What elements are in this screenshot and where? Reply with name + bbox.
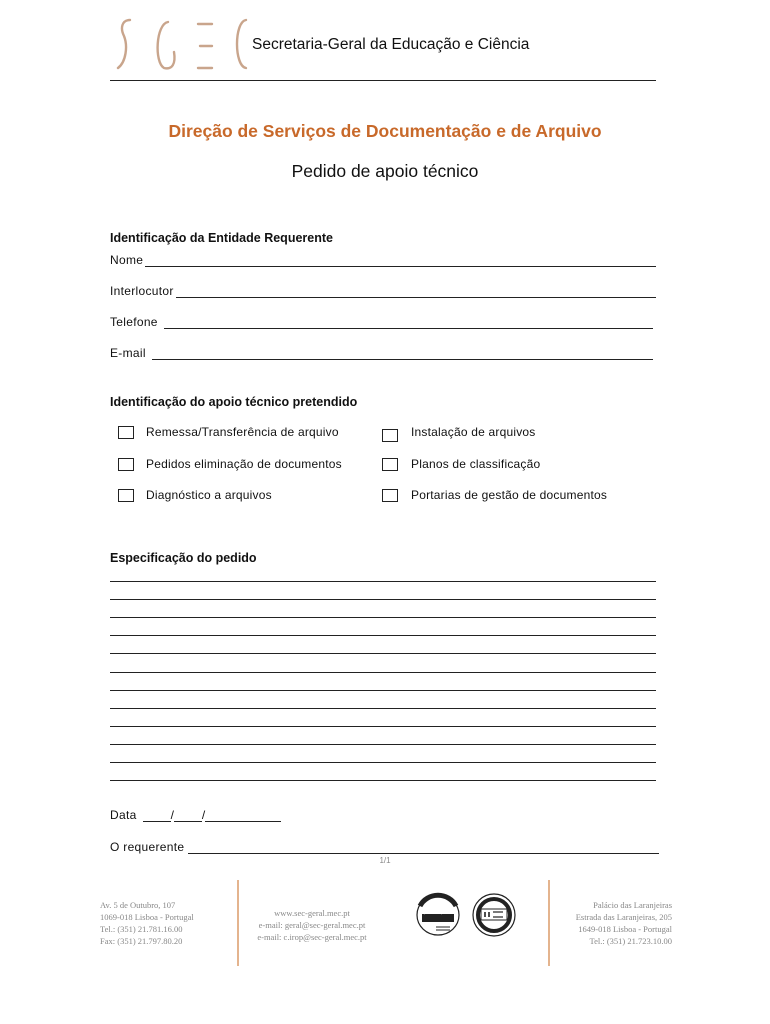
checkbox[interactable] — [382, 429, 398, 442]
requester-field[interactable] — [110, 838, 659, 854]
support-section-title: Identificação do apoio técnico pretendido — [110, 395, 358, 409]
footer-line: 1069-018 Lisboa - Portugal — [100, 912, 194, 922]
spec-line[interactable] — [110, 690, 656, 691]
footer-line: 1649-018 Lisboa - Portugal — [578, 924, 672, 934]
entity-section-title: Identificação da Entidade Requerente — [110, 231, 333, 245]
interlocutor-label: Interlocutor — [110, 284, 174, 298]
telefone-label: Telefone — [110, 315, 158, 329]
department-title: Direção de Serviços de Documentação e de Arquivo — [168, 121, 602, 141]
page-number: 1/1 — [379, 856, 391, 865]
header-rule — [110, 80, 656, 81]
option-label: Instalação de arquivos — [411, 425, 536, 439]
date-separator: / — [201, 808, 206, 822]
spec-line[interactable] — [110, 780, 656, 781]
spec-line[interactable] — [110, 599, 656, 600]
interlocutor-field[interactable] — [110, 282, 656, 298]
footer-email-link[interactable]: e-mail: c.irop@sec-geral.mec.pt — [257, 932, 367, 942]
date-label: Data — [110, 808, 137, 822]
email-field[interactable] — [110, 344, 653, 360]
option-diagnostico[interactable] — [118, 487, 272, 503]
nome-field[interactable] — [110, 251, 656, 267]
footer-address-left — [100, 899, 194, 947]
email-label: E-mail — [110, 346, 146, 360]
spec-line[interactable] — [110, 581, 656, 582]
telefone-field[interactable] — [110, 313, 653, 329]
certification-logos — [414, 892, 522, 938]
email-line[interactable] — [152, 348, 653, 360]
footer-line: Estrada das Laranjeiras, 205 — [575, 912, 672, 922]
nome-label: Nome — [110, 253, 144, 267]
spec-line[interactable] — [110, 708, 656, 709]
footer-line: Tel.: (351) 21.723.10.00 — [589, 936, 672, 946]
option-label: Portarias de gestão de documentos — [411, 488, 608, 502]
footer-line: Palácio das Laranjeiras — [593, 900, 672, 910]
footer-line: Tel.: (351) 21.781.16.00 — [100, 924, 183, 934]
option-label: Pedidos eliminação de documentos — [146, 457, 342, 471]
footer-website-link[interactable]: www.sec-geral.mec.pt — [274, 908, 350, 918]
footer-divider — [548, 880, 550, 966]
spec-line[interactable] — [110, 672, 656, 673]
option-planos[interactable] — [382, 456, 540, 472]
date-separator: / — [170, 808, 174, 822]
requester-label: O requerente — [110, 840, 185, 854]
date-day[interactable] — [143, 810, 171, 822]
option-label: Diagnóstico a arquivos — [146, 488, 272, 502]
spec-line[interactable] — [110, 653, 656, 654]
checkbox[interactable] — [382, 458, 398, 471]
iqnet-logo — [473, 894, 515, 936]
checkbox[interactable] — [118, 489, 134, 502]
date-field[interactable] — [110, 806, 281, 822]
sgec-logo — [112, 16, 252, 72]
option-portarias[interactable] — [382, 487, 607, 503]
requester-line[interactable] — [188, 842, 659, 854]
option-eliminacao[interactable] — [118, 456, 342, 472]
spec-line[interactable] — [110, 744, 656, 745]
spec-line[interactable] — [110, 726, 656, 727]
organization-name: Secretaria-Geral da Educação e Ciência — [252, 36, 530, 53]
option-instalacao[interactable] — [382, 427, 535, 443]
option-label: Remessa/Transferência de arquivo — [146, 425, 339, 439]
spec-line[interactable] — [110, 762, 656, 763]
footer-contacts — [248, 907, 376, 943]
option-remessa[interactable] — [118, 424, 339, 440]
date-month[interactable] — [174, 810, 202, 822]
telefone-line[interactable] — [164, 317, 653, 329]
form-title: Pedido de apoio técnico — [291, 161, 479, 181]
footer-email-link[interactable]: e-mail: geral@sec-geral.mec.pt — [258, 920, 366, 930]
date-year[interactable] — [205, 810, 281, 822]
interlocutor-line[interactable] — [176, 286, 656, 298]
footer-divider — [237, 880, 239, 966]
spec-line[interactable] — [110, 635, 656, 636]
checkbox[interactable] — [118, 458, 134, 471]
option-label: Planos de classificação — [411, 457, 541, 471]
checkbox[interactable] — [118, 426, 134, 439]
apcer-logo — [417, 895, 459, 935]
spec-line[interactable] — [110, 617, 656, 618]
footer-line: Av. 5 de Outubro, 107 — [100, 900, 176, 910]
checkbox[interactable] — [382, 489, 398, 502]
nome-line[interactable] — [145, 255, 656, 267]
spec-section-title: Especificação do pedido — [110, 551, 257, 565]
footer-address-right — [560, 899, 672, 947]
footer-line: Fax: (351) 21.797.80.20 — [100, 936, 183, 946]
